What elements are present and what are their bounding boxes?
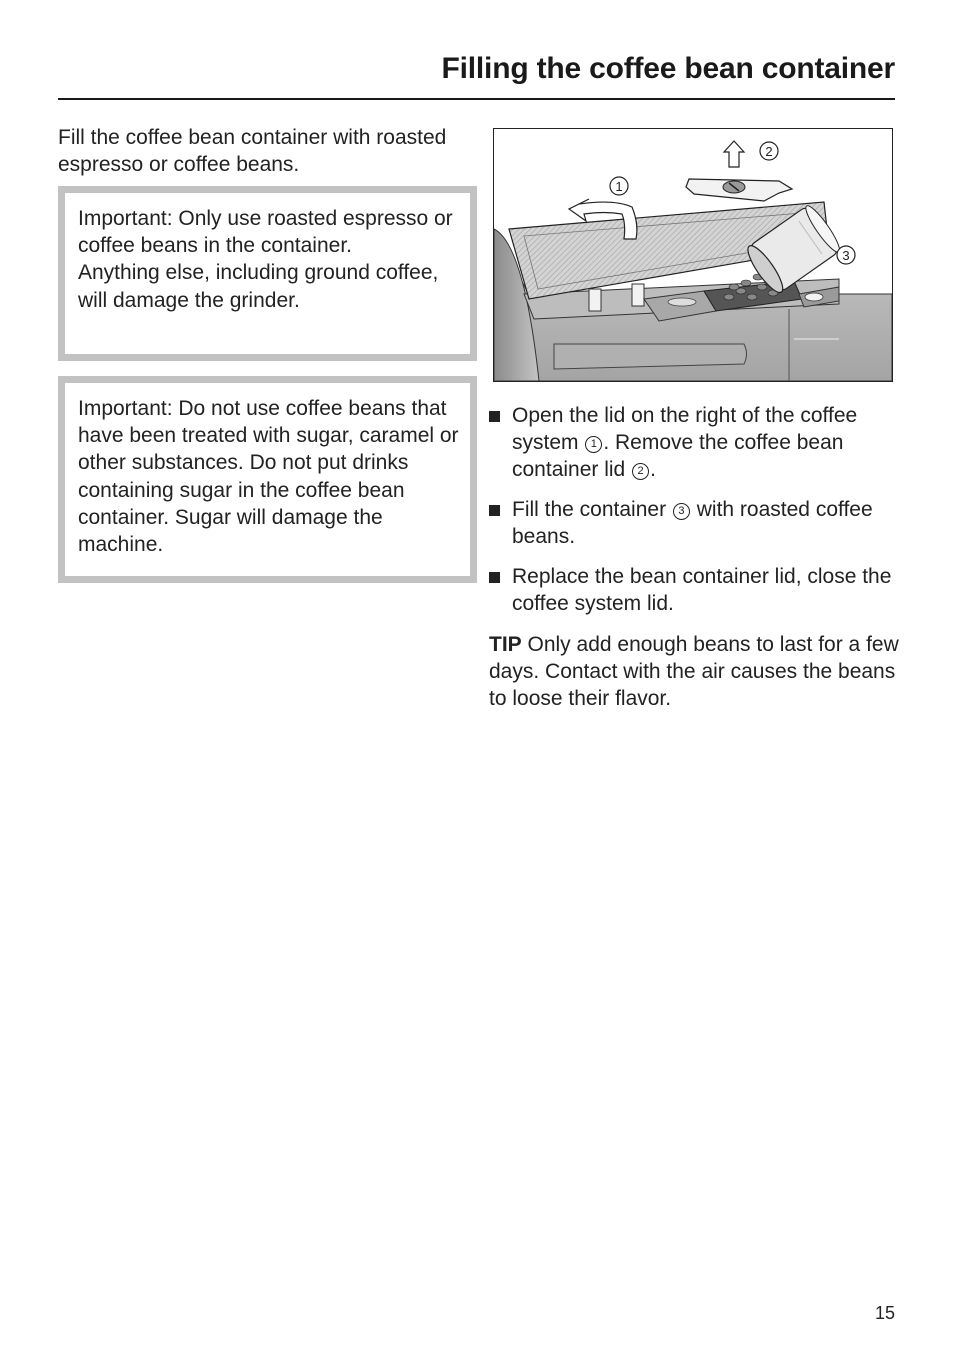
step-text: Fill the container — [512, 498, 672, 521]
intro-paragraph: Fill the coffee bean container with roasted espresso or coffee beans. — [58, 126, 447, 176]
instruction-steps — [489, 402, 899, 630]
callout-2 — [760, 142, 778, 160]
tip-paragraph — [489, 631, 899, 712]
step-text: Replace the bean container lid, close the coffee system lid. — [512, 565, 892, 615]
callout-1-label: 1 — [615, 179, 623, 194]
tip-text: Only add enough beans to last for a few days. Contact with the air causes the beans to loose their flavor. — [489, 633, 899, 710]
page-title: Filling the coffee bean container — [441, 52, 895, 85]
step-text: . Remove the coffee bean container lid — [512, 431, 844, 481]
title-rule — [58, 98, 895, 100]
square-bullet-icon — [489, 505, 500, 516]
step-text: with roasted coffee beans. — [512, 498, 873, 548]
circled-number-icon: 3 — [673, 503, 690, 520]
step-text: . — [650, 458, 656, 481]
circled-number-icon: 2 — [632, 463, 649, 480]
tip-label: TIP — [489, 633, 522, 656]
square-bullet-icon — [489, 411, 500, 422]
callout-1 — [610, 177, 628, 195]
step-item — [489, 563, 899, 617]
circled-number-icon: 1 — [585, 436, 602, 453]
step-item — [489, 402, 899, 483]
warning-line: Important: Do not use coffee beans that have been treated with sugar, caramel or other substances. Do not put drinks containing sugar in the coffee bean container. Sugar will damage the machine. — [78, 397, 459, 557]
coffee-system-illustration — [493, 128, 893, 382]
illustration-svg — [494, 129, 892, 381]
warning-line: Anything else, including ground coffee, will damage the grinder. — [78, 261, 439, 312]
callout-2-label: 2 — [765, 144, 773, 159]
callout-3-label: 3 — [842, 248, 850, 263]
warning-box-sugar — [58, 376, 477, 583]
step-text: Open the lid on the right of the coffee system — [512, 404, 858, 454]
callout-3 — [837, 246, 855, 264]
warning-box-grinder — [58, 186, 477, 361]
square-bullet-icon — [489, 572, 500, 583]
step-item — [489, 496, 899, 550]
page-number: 15 — [874, 1303, 895, 1323]
warning-line: Important: Only use roasted espresso or coffee beans in the container. — [78, 207, 453, 258]
